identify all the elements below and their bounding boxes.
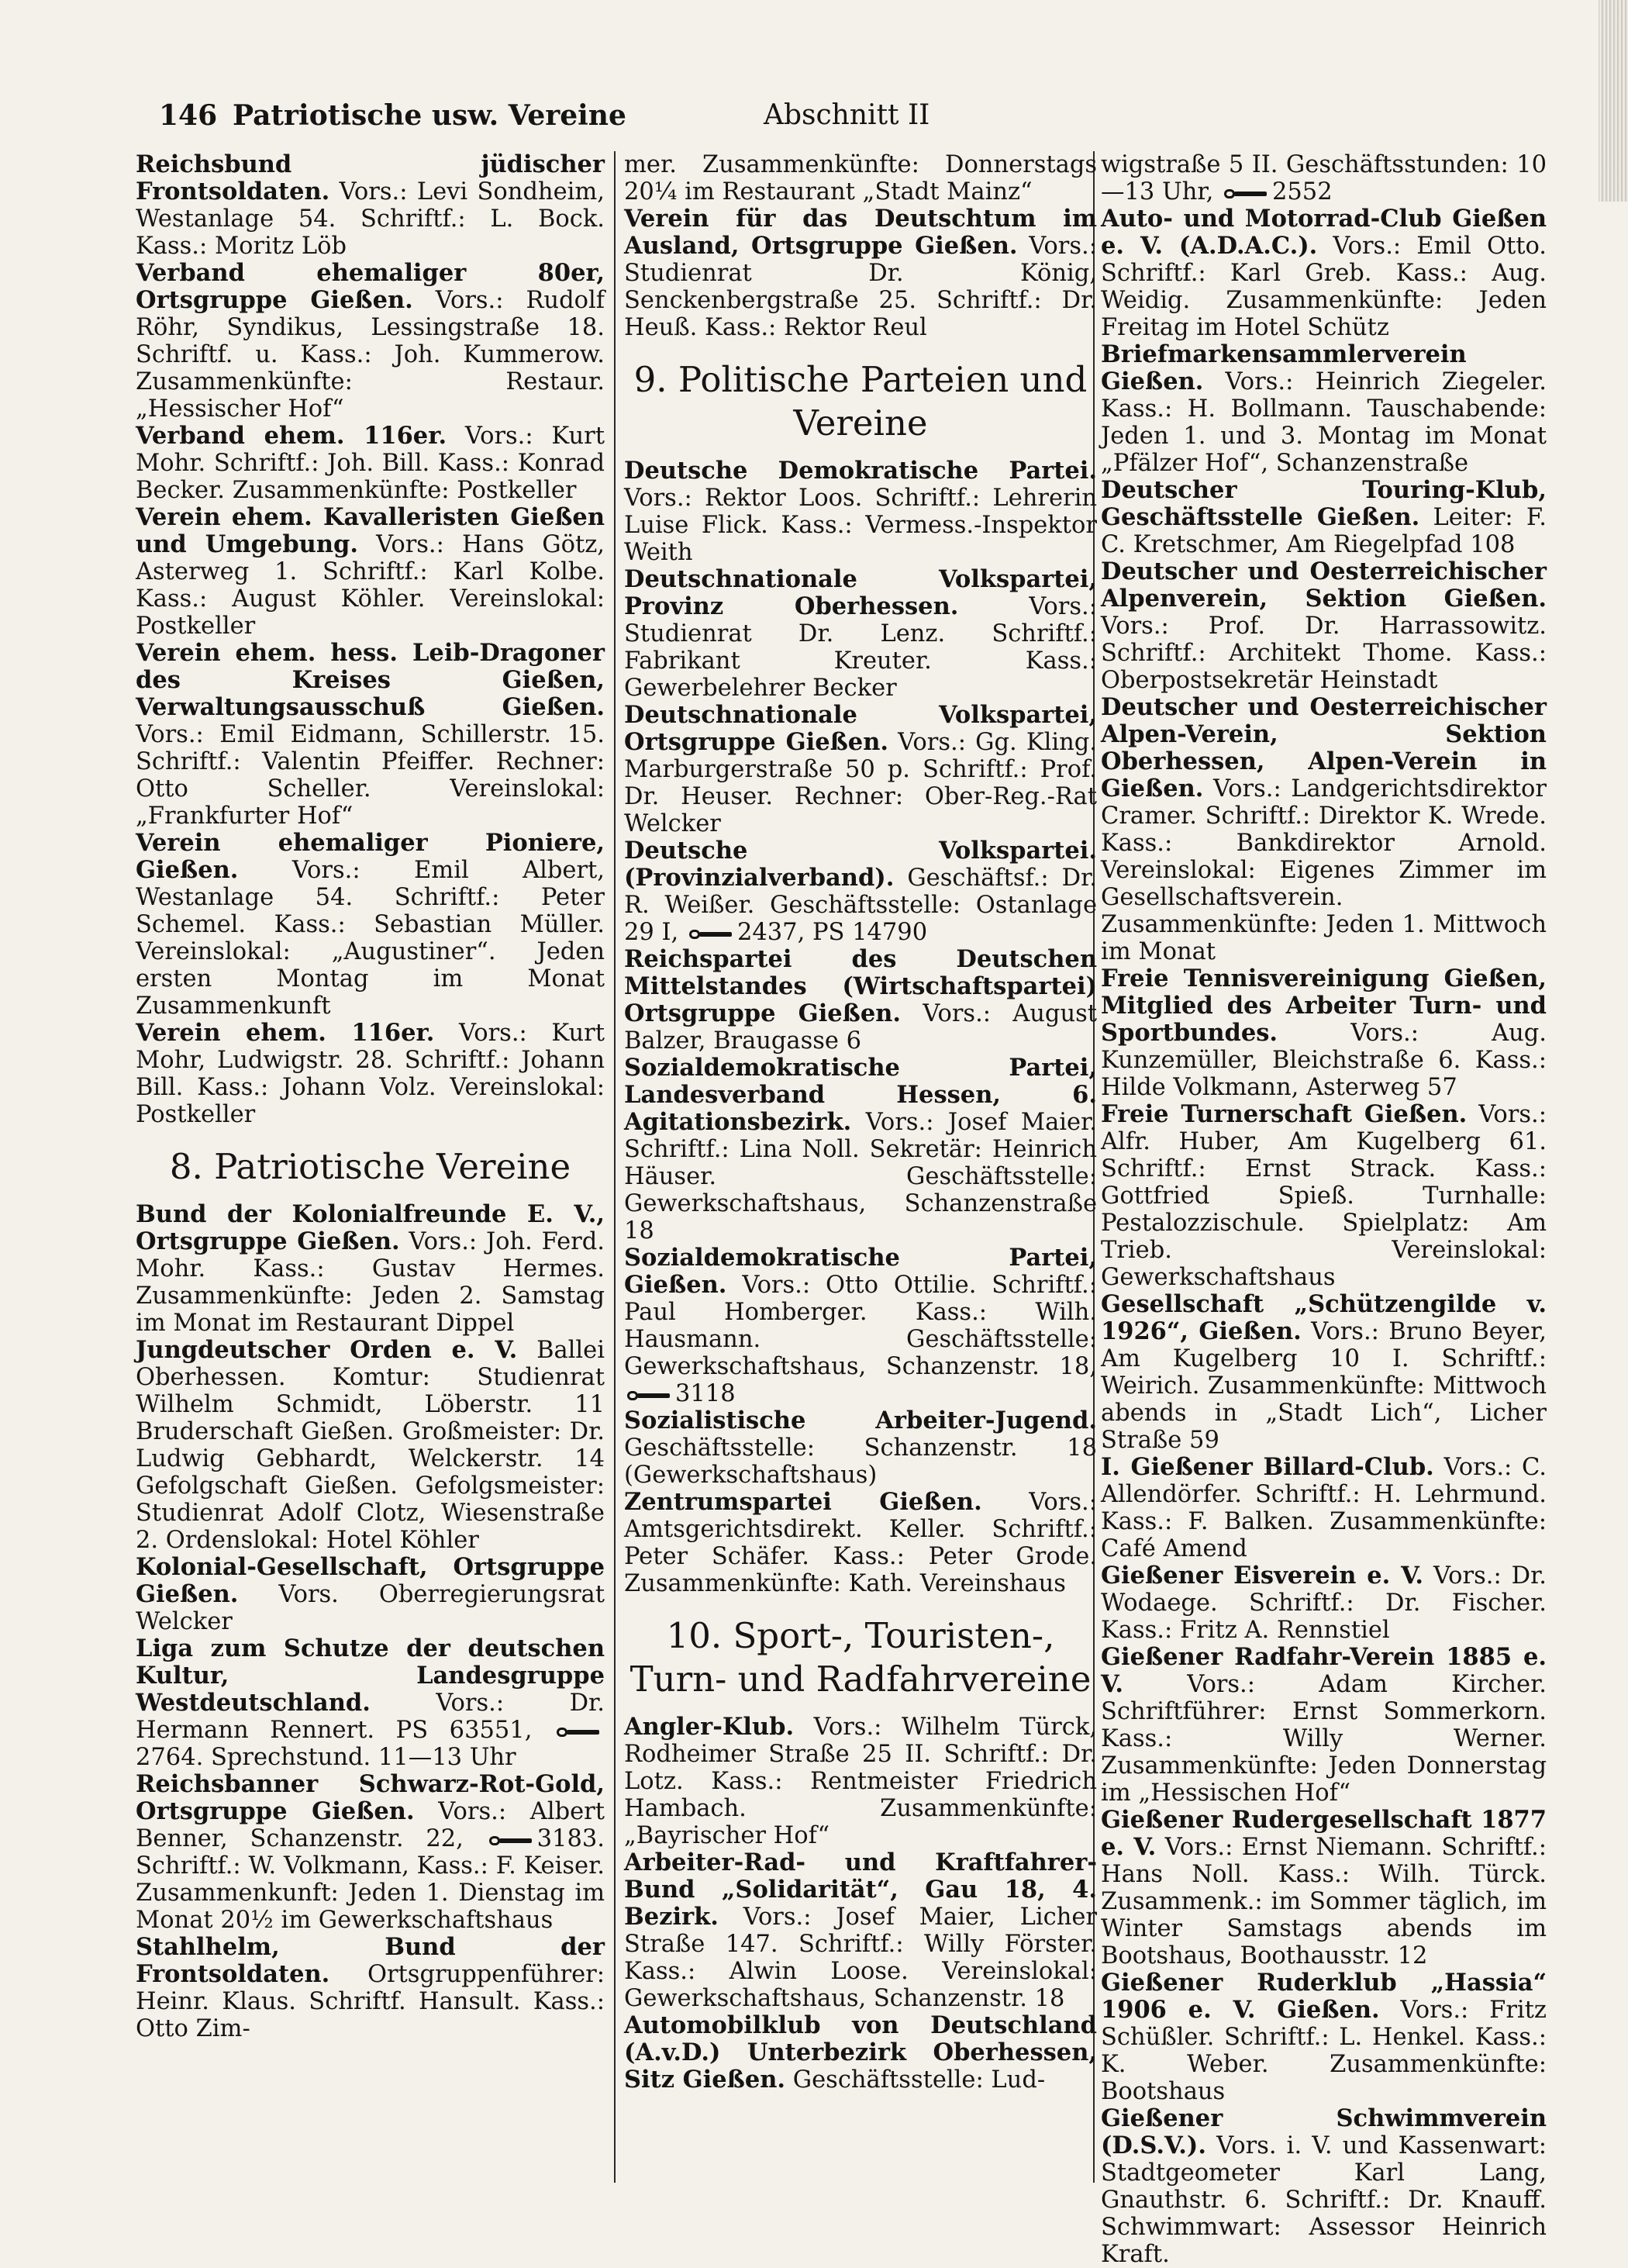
entry-details: Vors.: Gg. Kling. Marburgerstraße 50 p. Schriftf.: Prof. Dr. Heuser. Rechner: Ober-Reg.-Rat Welcker (624, 729, 1097, 837)
telephone-icon (689, 927, 734, 941)
list-item (624, 1714, 1097, 1849)
organization-name: Deutscher und Oesterreichischer Alpenverein, Sektion Gießen. (1101, 558, 1547, 613)
entry-details: Vors.: Studienrat Dr. Lenz. Schriftf.: Fabrikant Kreuter. Kass.: Gewerbelehrer Becker (624, 593, 1097, 702)
entry-details: Vors.: Ernst Niemann. Schriftf.: Hans Noll. Kass.: Wilh. Türck. Zusammenk.: im Sommer täglich, im Winter Samstags abends im Bootshaus, Boothausstr. 12 (1101, 1834, 1547, 1969)
list-item (1101, 477, 1547, 558)
entry-details: Vors.: Josef Maier. Schriftf.: Lina Noll. Sekretär: Heinrich Häuser. Geschäftsstelle: Gewerkschaftshaus, Schanzenstraße 18 (624, 1109, 1098, 1244)
entry-details: Vors.: Bruno Beyer, Am Kugelberg 10 I. Schriftf.: Weirich. Zusammenkünfte: Mittwoch abends in „Stadt Lich“, Licher Straße 59 (1101, 1318, 1547, 1454)
list-item (136, 1337, 605, 1554)
organization-name: Stahlhelm, Bund der Frontsoldaten. (136, 1933, 605, 1988)
organization-name: Deutscher Touring-Klub, Geschäftsstelle Gießen. (1101, 476, 1547, 531)
organization-name: Automobilklub von Deutschland (A.v.D.) Unterbezirk Oberhessen, Sitz Gießen. (624, 2011, 1097, 2094)
list-item (624, 1849, 1097, 2012)
list-item (136, 1771, 605, 1934)
organization-name: Bund der Kolonialfreunde E. V., Ortsgruppe Gießen. (136, 1200, 605, 1255)
list-item (1101, 205, 1547, 341)
column-rule-1 (614, 151, 616, 2183)
entry-details-tail: . Sprechstund. 11—13 Uhr (195, 1744, 516, 1771)
entry-details: Vors.: Joh. Ferd. Mohr. Kass.: Gustav Hermes. Zusammenkünfte: Jeden 2. Samstag im Monat im Restaurant Dippel (136, 1228, 605, 1337)
organization-name: Verein ehem. hess. Leib-Dragoner des Kreises Gießen, Verwaltungsausschuß Gießen. (136, 639, 605, 721)
list-item (136, 640, 605, 830)
entry-details: Vors.: Aug. Kunzemüller, Bleichstraße 6. Kass.: Hilde Volkmann, Asterweg 57 (1101, 1020, 1547, 1101)
section-label: Abschnitt II (764, 99, 930, 131)
continued-text: mer. Zusammenkünfte: Donnerstags 20¼ im Restaurant „Stadt Mainz“ (624, 151, 1097, 205)
organization-name: Verein ehem. Kavalleristen Gießen und Umgebung. (136, 503, 605, 558)
list-item (624, 1055, 1097, 1244)
organization-name: Freie Tennisvereinigung Gießen, Mitglied des Arbeiter Turn- und Sportbundes. (1101, 965, 1547, 1047)
list-item (1101, 1291, 1547, 1454)
list-item (136, 1020, 605, 1128)
entry-list (1101, 205, 1547, 2268)
organization-name: Sozialdemokratische Partei, Landesverband Hessen, 6. Agitationsbezirk. (624, 1054, 1097, 1136)
entry-details: Vors.: Dr. Wodaege. Schriftf.: Dr. Fischer. Kass.: Fritz A. Rennstiel (1101, 1562, 1547, 1644)
organization-name: Gießener Eisverein e. V. (1101, 1562, 1424, 1590)
organization-name: Deutschnationale Volkspartei, Ortsgruppe Gießen. (624, 701, 1097, 756)
list-item (136, 1554, 605, 1635)
telephone-icon (489, 1834, 534, 1848)
phone-number: 3183 (536, 1825, 598, 1852)
entry-details: Vors.: Emil Albert, Westanlage 54. Schriftf.: Peter Schemel. Kass.: Sebastian Müller. Vereinslokal: „Augustiner“. Jeden ersten Montag im Monat Zusammenkunft (136, 857, 605, 1020)
list-item (136, 423, 605, 504)
list-item (624, 946, 1097, 1055)
organization-name: Freie Turnerschaft Gießen. (1101, 1100, 1468, 1128)
list-item (136, 504, 605, 640)
organization-name: Arbeiter-Rad- und Kraftfahrer-Bund „Solidarität“, Gau 18, 4. Bezirk. (624, 1849, 1097, 1931)
organization-name: Gießener Ruderklub „Hassia“ 1906 e. V. Gießen. (1101, 1969, 1547, 2024)
entry-details: Vors.: Adam Kircher. Schriftführer: Ernst Sommerkorn. Kass.: Willy Werner. Zusammenkünfte: Jeden Donnerstag im „Hessischen Hof“ (1101, 1671, 1547, 1807)
continued-details: wigstraße 5 II. Geschäftsstunden: 10—13 Uhr, (1101, 151, 1547, 205)
entry-details: Vors.: Fritz Schüßler. Schriftf.: L. Henkel. Kass.: K. Weber. Zusammenkünfte: Bootshaus (1101, 1997, 1547, 2105)
organization-name: Deutsche Volkspartei. (Provinzialverband). (624, 837, 1097, 892)
entry-details: Vors.: Otto Ottilie. Schriftf.: Paul Homberger. Kass.: Wilh. Hausmann. Geschäftsstelle: Gewerkschaftshaus, Schanzenstr. 18, (624, 1272, 1097, 1380)
organization-name: Deutschnationale Volkspartei, Provinz Oberhessen. (624, 565, 1097, 620)
entry-details: Vors.: Landgerichtsdirektor Cramer. Schriftf.: Direktor K. Wrede. Kass.: Bankdirektor Arnold. Vereinslokal: Eigenes Zimmer im Gesellschaftsverein. Zusammenkünfte: Jeden 1. Mittwoch im Monat (1101, 775, 1547, 965)
list-item (1101, 1101, 1547, 1291)
section-heading-8: 8. Patriotische Vereine (169, 1146, 571, 1187)
running-head (159, 91, 1547, 138)
entry-details: Vors.: Emil Otto. Schriftf.: Karl Greb. Kass.: Aug. Weidig. Zusammenkünfte: Jeden Freitag im Hotel Schütz (1101, 233, 1547, 341)
list-item (136, 260, 605, 423)
organization-name: Sozialdemokratische Partei, Gießen. (624, 1244, 1097, 1299)
entry-details: Vors.: Albert Benner, Schanzenstr. 22, (136, 1798, 605, 1852)
telephone-icon (557, 1725, 602, 1739)
entry-list (624, 1714, 1097, 2094)
telephone-icon (627, 1389, 672, 1403)
list-item (136, 1201, 605, 1337)
list-item (624, 566, 1097, 702)
entry-list (136, 151, 605, 1128)
column-2 (624, 151, 1097, 2183)
entry-details: Vors.: Alfr. Huber, Am Kugelberg 61. Schriftf.: Ernst Strack. Kass.: Gottfried Spieß. Turnhalle: Pestalozzischule. Spielplatz: Am Trieb. Vereinslokal: Gewerkschaftshaus (1101, 1101, 1547, 1291)
organization-name: Briefmarkensammlerverein Gießen. (1101, 340, 1467, 395)
entry-details: Vors.: Kurt Mohr. Schriftf.: Joh. Bill. Kass.: Konrad Becker. Zusammenkünfte: Postkeller (136, 423, 605, 504)
page-title: Patriotische usw. Vereine (233, 99, 626, 132)
list-item (624, 1244, 1097, 1407)
entry-details: Vors.: Wilhelm Türck, Rodheimer Straße 25 II. Schriftf.: Dr. Lotz. Kass.: Rentmeister Friedrich Hambach. Zusammenkünfte: „Bayrischer Hof“ (624, 1714, 1097, 1849)
organization-name: Verein ehemaliger Pioniere, Gießen. (136, 829, 605, 884)
entry-details: Vors.: C. Allendörfer. Schriftf.: H. Lehrmund. Kass.: F. Balken. Zusammenkünfte: Café Amend (1101, 1454, 1547, 1562)
organization-name: Angler-Klub. (624, 1713, 795, 1741)
entry-details: Ballei Oberhessen. Komtur: Studienrat Wilhelm Schmidt, Löberstr. 11 Bruderschaft Gießen. Großmeister: Dr. Ludwig Gebhardt, Welckerstr. 14 Gefolgschaft Gießen. Gefolgsmeister: Studienrat Adolf Clotz, Wiesenstraße 2. Ordenslokal: Hotel Köhler (136, 1337, 605, 1554)
list-item (1101, 694, 1547, 965)
section-heading-9: 9. Politische Parteien und Vereine (633, 359, 1088, 444)
organization-name: Zentrumspartei Gießen. (624, 1488, 982, 1516)
entry-details: Vors.: Rektor Loos. Schriftf.: Lehrerin Luise Flick. Kass.: Vermess.-Inspektor Weith (624, 485, 1097, 566)
organization-name: Jungdeutscher Orden e. V. (136, 1336, 518, 1364)
column-1 (136, 151, 605, 2183)
organization-name: Verein für das Deutschtum im Ausland, Ortsgruppe Gießen. (624, 205, 1097, 260)
list-item (1101, 1562, 1547, 1644)
list-item (624, 2012, 1097, 2094)
entry-details: Vors. i. V. und Kassenwart: Stadtgeometer Karl Lang, Gnauthstr. 6. Schriftf.: Dr. Knauff. Schwimmwart: Assessor Heinrich Kraft. (1101, 2132, 1547, 2268)
list-item (1101, 965, 1547, 1101)
organization-name: Deutscher und Oesterreichischer Alpen-Verein, Sektion Oberhessen, Alpen-Verein in Gießen. (1101, 693, 1547, 803)
entry-details: Vors. Oberregierungsrat Welcker (136, 1581, 605, 1635)
list-item (136, 151, 605, 260)
list-item (624, 837, 1097, 946)
organization-name: I. Gießener Billard-Club. (1101, 1453, 1434, 1481)
page-number: 146 (159, 99, 218, 132)
column-3 (1101, 151, 1547, 2268)
page-edge-shading (1599, 0, 1628, 202)
organization-name: Gießener Radfahr-Verein 1885 e. V. (1101, 1643, 1547, 1698)
entry-details: Ortsgruppenführer: Heinr. Klaus. Schriftf. Hansult. Kass.: Otto Zim- (136, 1961, 605, 2042)
list-item (1101, 2105, 1547, 2268)
list-item (136, 830, 605, 1020)
organization-name: Verband ehem. 116er. (136, 422, 447, 450)
organization-name: Kolonial-Gesellschaft, Ortsgruppe Gießen. (136, 1553, 605, 1608)
organization-name: Verband ehemaliger 80er, Ortsgruppe Gießen. (136, 259, 605, 314)
entry-details: Vors.: Dr. Hermann Rennert. PS 63551, (136, 1690, 605, 1744)
phone-number: 2552 (1271, 178, 1333, 205)
entry-details: Vors.: August Balzer, Braugasse 6 (624, 1000, 1097, 1055)
entry-details: Geschäftsstelle: Schanzenstr. 18 (Gewerkschaftshaus) (624, 1434, 1097, 1489)
entry-details: Vors.: Heinrich Ziegeler. Kass.: H. Bollmann. Tauschabende: Jeden 1. und 3. Montag im Monat „Pfälzer Hof“, Schanzenstraße (1101, 368, 1547, 477)
section-heading-10: 10. Sport-, Touristen-, Turn- und Radfahrvereine (629, 1615, 1092, 1700)
organization-name: Reichsbanner Schwarz-Rot-Gold, Ortsgruppe Gießen. (136, 1770, 605, 1825)
list-item (1101, 1644, 1547, 1807)
entry-details: Vors.: Hans Götz, Asterweg 1. Schriftf.: Karl Kolbe. Kass.: August Köhler. Vereinslokal: Postkeller (136, 531, 605, 640)
continued-text (1101, 151, 1547, 205)
entry-details-tail: . Schriftf.: W. Volkmann, Kass.: F. Keiser. Zusammenkunft: Jeden 1. Dienstag im Monat 20½ im Gewerkschaftshaus (136, 1825, 605, 1934)
entry-details: Geschäftsf.: Dr. R. Weißer. Geschäftsstelle: Ostanlage 29 I, (624, 865, 1097, 946)
list-item (1101, 1807, 1547, 1969)
entry-details-tail: , PS 14790 (797, 919, 928, 946)
entry-details: Vors.: Kurt Mohr, Ludwigstr. 28. Schriftf.: Johann Bill. Kass.: Johann Volz. Vereinslokal: Postkeller (136, 1020, 605, 1128)
list-item (624, 457, 1097, 566)
organization-name: Gießener Rudergesellschaft 1877 e. V. (1101, 1806, 1547, 1861)
organization-name: Deutsche Demokratische Partei. (624, 457, 1097, 485)
entry-details: Vors.: Rudolf Röhr, Syndikus, Lessingstraße 18. Schriftf. u. Kass.: Joh. Kummerow. Zusammenkünfte: Restaur. „Hessischer Hof“ (136, 287, 605, 423)
list-item (1101, 341, 1547, 477)
entry-details: Vors.: Josef Maier, Licher Straße 147. Schriftf.: Willy Förster. Kass.: Alwin Loose. Vereinslokal: Gewerkschaftshaus, Schanzenstr. 18 (624, 1904, 1097, 2012)
organization-name: Gesellschaft „Schützengilde v. 1926“, Gießen. (1101, 1290, 1547, 1345)
entry-details: Vors.: Levi Sondheim, Westanlage 54. Schriftf.: L. Bock. Kass.: Moritz Löb (136, 178, 605, 260)
entry-details: Vors.: Prof. Dr. Harrassowitz. Schriftf.: Architekt Thome. Kass.: Oberpostsekretär Heinstadt (1101, 613, 1547, 694)
list-item (1101, 1454, 1547, 1562)
organization-name: Gießener Schwimmverein (D.S.V.). (1101, 2104, 1547, 2159)
list-item (624, 205, 1097, 341)
organization-name: Liga zum Schutze der deutschen Kultur, Landesgruppe Westdeutschland. (136, 1635, 605, 1717)
organization-name: Verein ehem. 116er. (136, 1019, 435, 1047)
phone-number: 2437 (736, 919, 798, 946)
entry-details: Geschäftsstelle: Lud- (792, 2066, 1046, 2094)
entry-details: Leiter: F. C. Kretschmer, Am Riegelpfad 108 (1101, 504, 1547, 558)
entry-details: Vors.: Emil Eidmann, Schillerstr. 15. Schriftf.: Valentin Pfeiffer. Rechner: Otto Scheller. Vereinslokal: „Frankfurter Hof“ (136, 721, 605, 830)
entry-details: Vors.: Studienrat Dr. König, Senckenbergstraße 25. Schriftf.: Dr. Heuß. Kass.: Rektor Reul (624, 233, 1097, 341)
list-item (1101, 1969, 1547, 2105)
entry-list (136, 1201, 605, 2042)
list-item (136, 1635, 605, 1771)
phone-number: 3118 (675, 1380, 736, 1407)
organization-name: Reichspartei des Deutschen Mittelstandes (Wirtschaftspartei) Ortsgruppe Gießen. (624, 945, 1097, 1027)
list-item (624, 1407, 1097, 1489)
list-item (624, 1489, 1097, 1597)
organization-name: Auto- und Motorrad-Club Gießen e. V. (A.D.A.C.). (1101, 205, 1547, 260)
entry-list (624, 457, 1097, 1597)
list-item (1101, 558, 1547, 694)
list-item (624, 702, 1097, 837)
organization-name: Sozialistische Arbeiter-Jugend. (624, 1407, 1097, 1434)
telephone-icon (1224, 187, 1269, 201)
phone-number: 2764 (136, 1744, 196, 1771)
entry-details: Vors.: Amtsgerichtsdirekt. Keller. Schriftf.: Peter Schäfer. Kass.: Peter Grode. Zusammenkünfte: Kath. Vereinshaus (624, 1489, 1097, 1597)
organization-name: Reichsbund jüdischer Frontsoldaten. (136, 150, 605, 205)
list-item (136, 1934, 605, 2042)
